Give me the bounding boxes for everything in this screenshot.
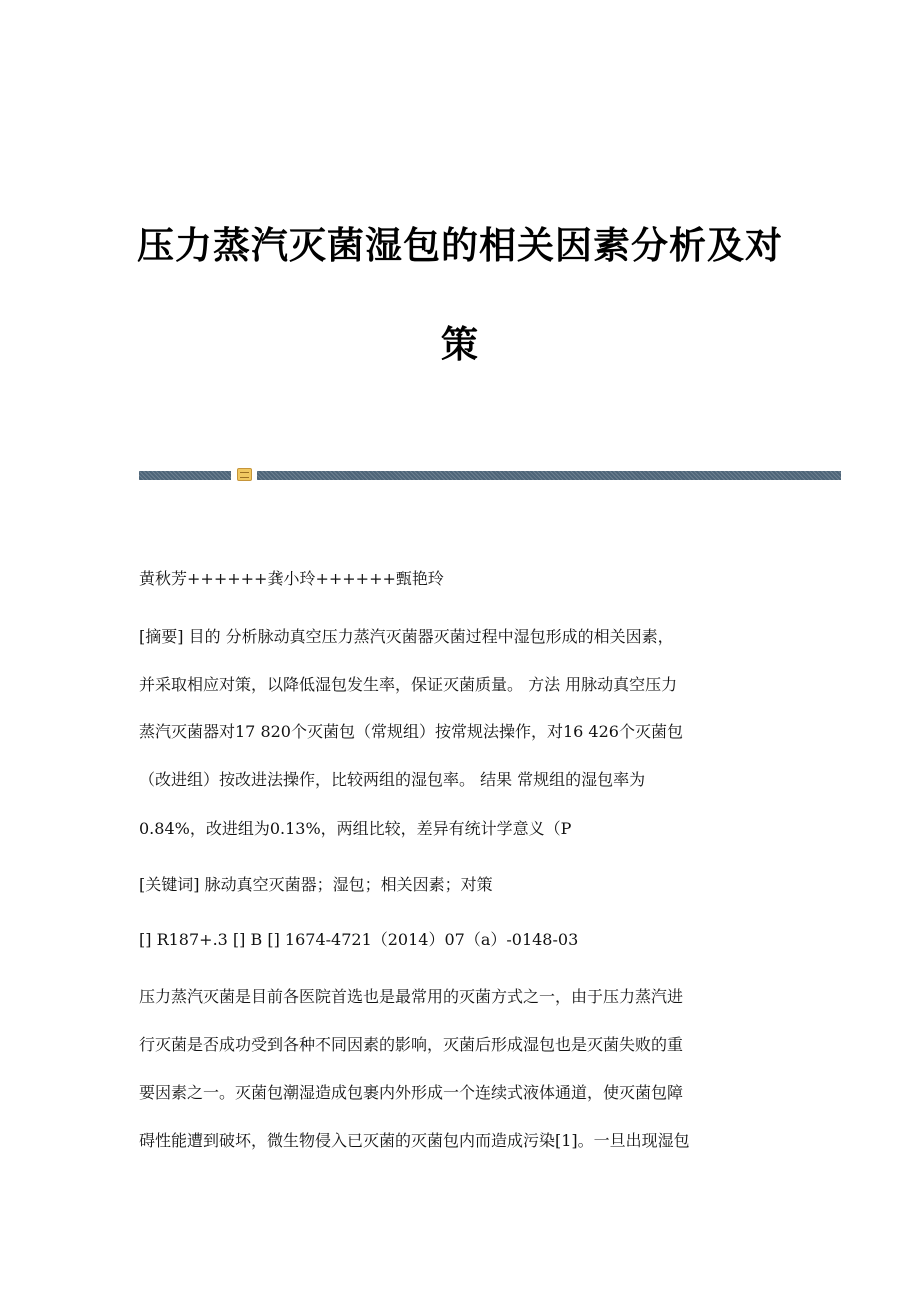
title-divider [139, 471, 841, 480]
abstract-line-1: [摘要] 目的 分析脉动真空压力蒸汽灭菌器灭菌过程中湿包形成的相关因素， [139, 627, 674, 646]
body-line-3: 要因素之一。灭菌包潮湿造成包裹内外形成一个连续式液体通道，使灭菌包障 [139, 1083, 684, 1102]
abstract-line-2: 并采取相应对策，以降低湿包发生率，保证灭菌质量。 方法 用脉动真空压力 [139, 675, 678, 694]
document-title-line-2: 策 [441, 323, 479, 366]
authors-line: 黄秋芳++++++龚小玲++++++甄艳玲 [139, 569, 444, 588]
divider-bar-left [139, 471, 231, 480]
document-title-line-1: 压力蒸汽灭菌湿包的相关因素分析及对 [137, 224, 783, 267]
divider-bar-right [257, 471, 841, 480]
keywords-line: [关键词] 脉动真空灭菌器；湿包；相关因素；对策 [139, 875, 493, 894]
body-line-1: 压力蒸汽灭菌是目前各医院首选也是最常用的灭菌方式之一，由于压力蒸汽进 [139, 987, 684, 1006]
abstract-line-4: （改进组）按改进法操作，比较两组的湿包率。 结果 常规组的湿包率为 [139, 770, 646, 789]
envelope-icon [237, 468, 252, 481]
body-line-4: 碍性能遭到破坏，微生物侵入已灭菌的灭菌包内而造成污染[1]。一旦出现湿包 [139, 1131, 690, 1150]
body-line-2: 行灭菌是否成功受到各种不同因素的影响，灭菌后形成湿包也是灭菌失败的重 [139, 1035, 684, 1054]
abstract-line-3: 蒸汽灭菌器对17 820个灭菌包（常规组）按常规法操作，对16 426个灭菌包 [139, 722, 683, 741]
abstract-line-5: 0.84%，改进组为0.13%，两组比较，差异有统计学意义（P [139, 819, 572, 838]
classification-line: [] R187+.3 [] B [] 1674-4721（2014）07（a）-0148-03 [139, 930, 579, 949]
